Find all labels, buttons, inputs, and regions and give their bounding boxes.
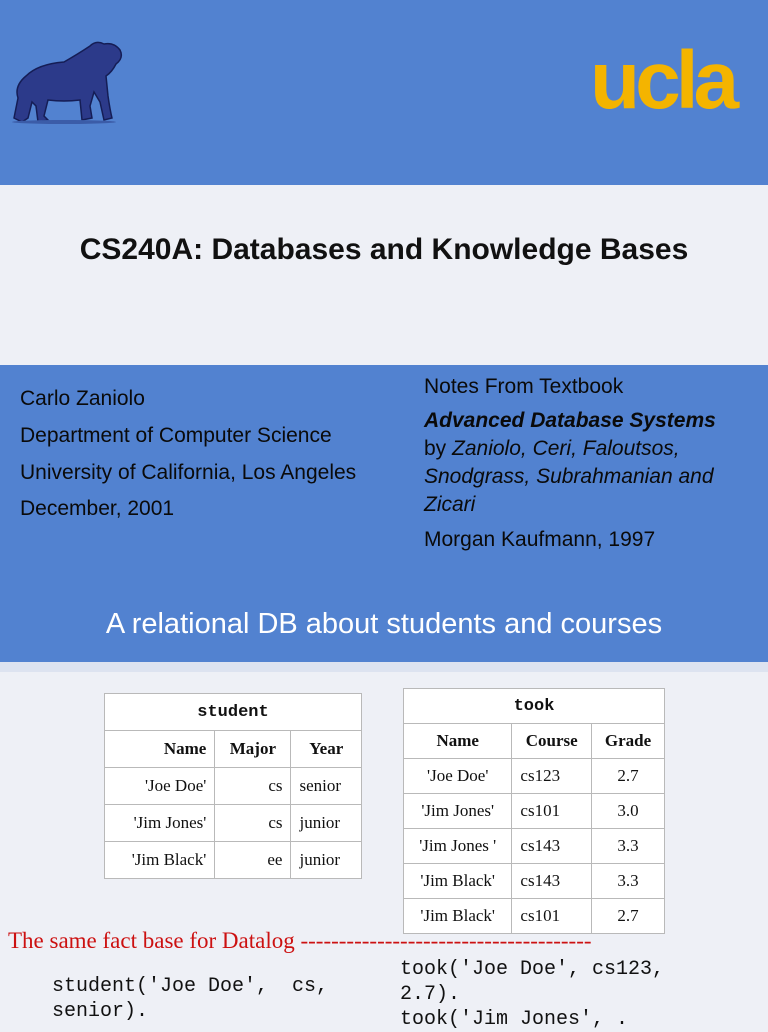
table-cell: 'Jim Black' bbox=[404, 899, 512, 934]
table-cell: junior bbox=[291, 842, 362, 879]
table-name: took bbox=[404, 689, 665, 724]
table-row bbox=[105, 842, 362, 879]
table-cell: 'Jim Jones ' bbox=[404, 829, 512, 864]
table-cell: 'Jim Black' bbox=[105, 842, 215, 879]
author-department: Department of Computer Science bbox=[20, 424, 332, 447]
table-name: student bbox=[105, 694, 362, 731]
table-cell: cs101 bbox=[512, 794, 592, 829]
took-fact-code: took('Joe Doe', cs123, 2.7). took('Jim Jones', . bbox=[400, 958, 665, 1031]
section-divider bbox=[0, 662, 768, 672]
column-header: Major bbox=[215, 731, 291, 768]
column-header: Name bbox=[105, 731, 215, 768]
table-cell: 'Jim Jones' bbox=[404, 794, 512, 829]
took-table bbox=[403, 688, 665, 934]
table-cell: 'Jim Black' bbox=[404, 864, 512, 899]
table-cell: ee bbox=[215, 842, 291, 879]
column-header: Course bbox=[512, 724, 592, 759]
table-row bbox=[105, 805, 362, 842]
table-row bbox=[105, 768, 362, 805]
table-cell: cs123 bbox=[512, 759, 592, 794]
author-date: December, 2001 bbox=[20, 497, 175, 520]
table-row bbox=[404, 829, 665, 864]
table-cell: cs143 bbox=[512, 864, 592, 899]
author-name: Carlo Zaniolo bbox=[20, 387, 145, 410]
student-table bbox=[104, 693, 362, 879]
table-cell: 'Jim Jones' bbox=[105, 805, 215, 842]
slide-title: CS240A: Databases and Knowledge Bases bbox=[79, 233, 689, 266]
notes-publisher: Morgan Kaufmann, 1997 bbox=[424, 528, 656, 551]
table-cell: 2.7 bbox=[591, 759, 664, 794]
table-cell: 3.3 bbox=[591, 864, 664, 899]
title-band bbox=[0, 185, 768, 365]
ucla-logo: ucla bbox=[590, 35, 735, 126]
table-cell: junior bbox=[291, 805, 362, 842]
table-cell: cs101 bbox=[512, 899, 592, 934]
bruin-bear-logo bbox=[4, 36, 124, 124]
author-university: University of California, Los Angeles bbox=[20, 461, 357, 484]
table-cell: cs bbox=[215, 805, 291, 842]
notes-book bbox=[424, 407, 764, 519]
datalog-heading: The same fact base for Datalog -------------------------------------- bbox=[8, 928, 592, 953]
student-fact-code: student('Joe Doe', cs, senior). bbox=[52, 975, 329, 1023]
notes-by: by bbox=[424, 437, 447, 460]
table-cell: cs143 bbox=[512, 829, 592, 864]
column-header: Name bbox=[404, 724, 512, 759]
table-cell: 'Joe Doe' bbox=[404, 759, 512, 794]
table-cell: 'Joe Doe' bbox=[105, 768, 215, 805]
section-title: A relational DB about students and courses bbox=[105, 608, 663, 640]
book-title: Advanced Database Systems bbox=[424, 409, 716, 432]
table-cell: cs bbox=[215, 768, 291, 805]
table-row bbox=[404, 864, 665, 899]
book-authors: Zaniolo, Ceri, Faloutsos, Snodgrass, Subrahmanian and Zicari bbox=[424, 437, 714, 516]
table-cell: senior bbox=[291, 768, 362, 805]
notes-intro: Notes From Textbook bbox=[424, 375, 624, 398]
table-cell: 3.3 bbox=[591, 829, 664, 864]
table-row bbox=[404, 794, 665, 829]
table-cell: 2.7 bbox=[591, 899, 664, 934]
column-header: Year bbox=[291, 731, 362, 768]
column-header: Grade bbox=[591, 724, 664, 759]
table-row bbox=[404, 759, 665, 794]
table-cell: 3.0 bbox=[591, 794, 664, 829]
